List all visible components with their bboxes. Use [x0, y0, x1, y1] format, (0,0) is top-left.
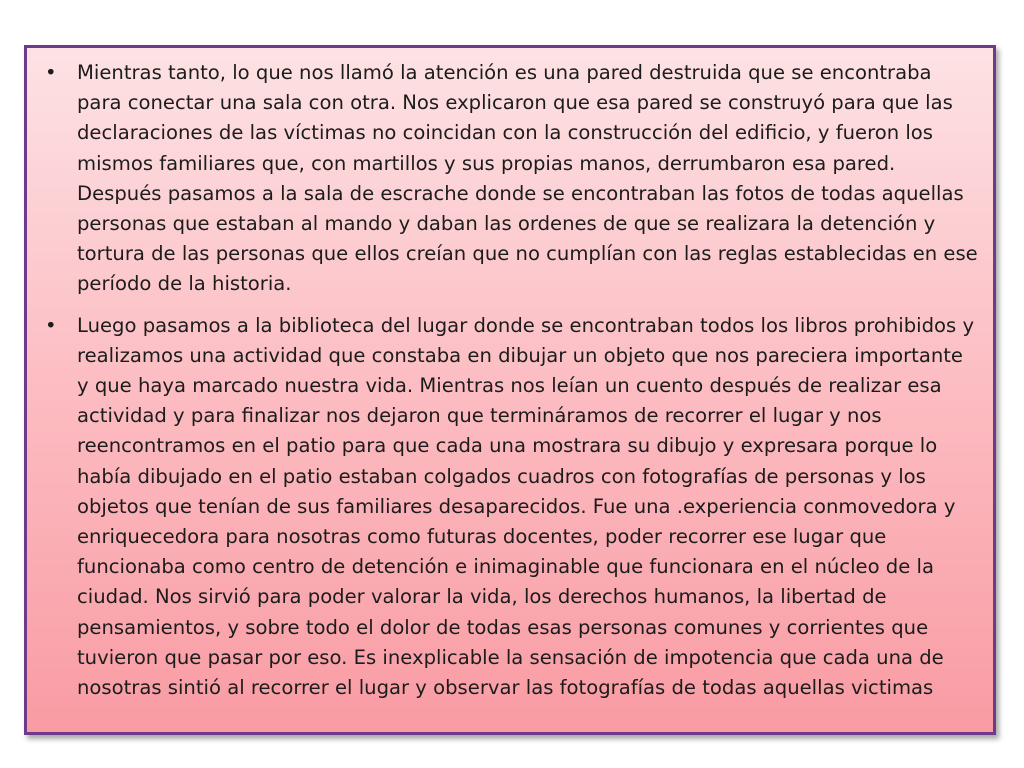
bullet-icon: • — [45, 61, 57, 84]
bullet-icon: • — [45, 313, 57, 337]
bullet-paragraph-2 — [45, 311, 979, 704]
paragraph-text: Luego pasamos a la biblioteca del lugar donde se encontraban todos los libros prohibidos y realizamos una actividad que constaba en dibujar un objeto que nos pareciera importante y que haya marcado nuestra vida. Mientras nos leían un cuento después de realizar esa actividad y para finalizar nos dejaron que termináramos de recorrer el lugar y nos reencontramos en el patio para que cada una mostrara su dibujo y expresara porque lo había dibujado en el patio estaban colgados cuadros con fotografías de personas y los objetos que tenían de sus familiares desaparecidos. Fue una .experiencia conmovedora y enriquecedora para nosotras como futuras docentes, poder recorrer ese lugar que funcionaba como centro de detención e inimaginable que funcionara en el núcleo de la ciudad. Nos sirvió para poder valorar la vida, los derechos humanos, la libertad de pensamientos, y sobre todo el dolor de todas esas personas comunes y corrientes que tuvieron que pasar por eso. Es inexplicable la sensación de impotencia que cada una de nosotras sintió al recorrer el lugar y observar las fotografías de todas aquellas victimas — [77, 313, 975, 700]
content-textbox — [24, 45, 996, 735]
paragraph-text: Mientras tanto, lo que nos llamó la atención es una pared destruida que se encontraba para conectar una sala con otra. Nos explicaron que esa pared se construyó para que las declaraciones de las víctimas no coincidan con la construcción del edificio, y fueron los mismos familiares que, con martillos y sus propias manos, derrumbaron esa pared. Después pasamos a la sala de escrache donde se encontraban las fotos de todas aquellas personas que estaban al mando y daban las ordenes de que se realizara la detención y tortura de las personas que ellos creían que no cumplían con las reglas establecidas en ese período de la historia. — [77, 61, 978, 296]
bullet-paragraph-1 — [45, 58, 979, 300]
bullet-list — [45, 58, 979, 703]
